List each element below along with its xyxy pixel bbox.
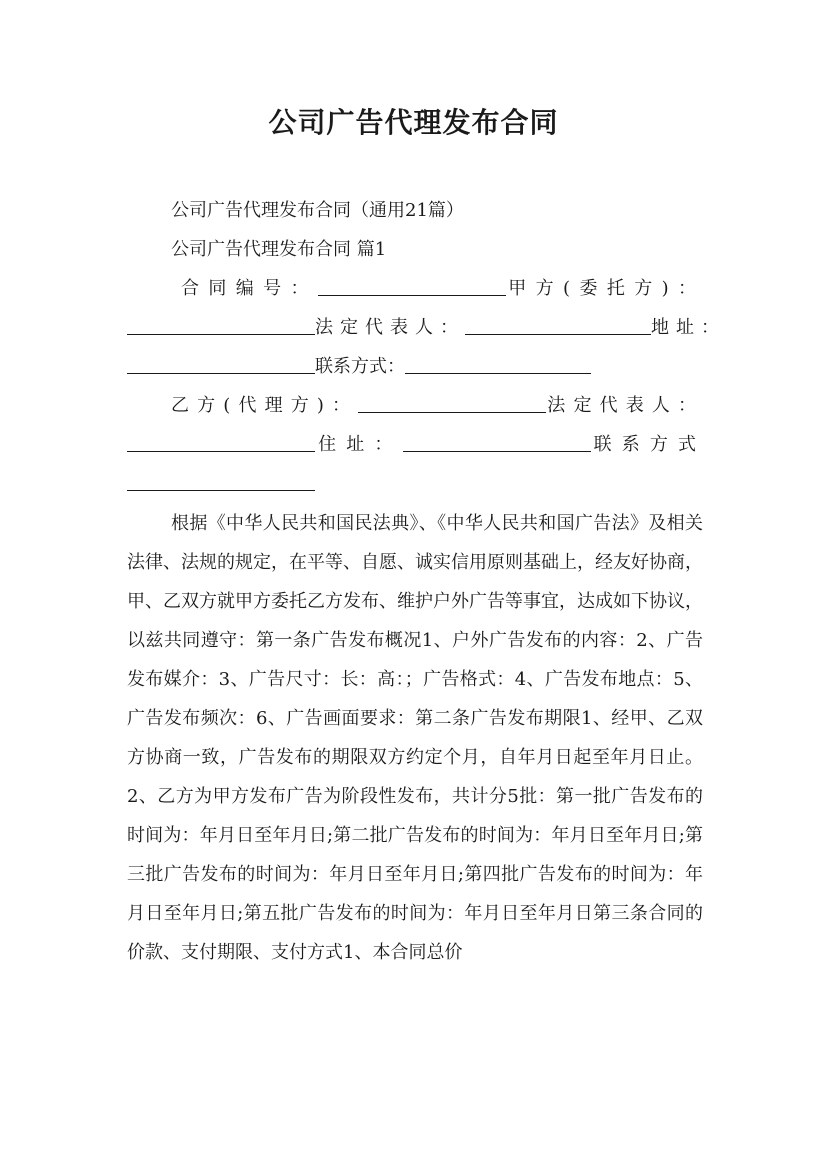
contract-no-blank bbox=[318, 279, 506, 296]
contact-b-blank bbox=[127, 474, 315, 491]
address-label: 地址： bbox=[651, 317, 726, 338]
party-b-label: 乙方(代理方)： bbox=[171, 395, 359, 416]
legal-rep-blank bbox=[465, 318, 651, 335]
legal-rep-b-blank bbox=[127, 435, 315, 452]
document-title: 公司广告代理发布合同 bbox=[268, 106, 559, 139]
fields-line-1 bbox=[127, 269, 703, 308]
body-paragraph bbox=[127, 504, 703, 972]
fields-line-3 bbox=[127, 347, 703, 386]
residence-label: 住址： bbox=[315, 434, 403, 455]
party-a-label: 甲方(委托方)： bbox=[505, 278, 703, 299]
contact-b-label: 联系方式 bbox=[590, 434, 703, 455]
paragraph-text: 根据《中华人民共和国民法典》、《中华人民共和国广告法》及相关法律、法规的规定，在平等、自愿、诚实信用原则基础上，经友好协商，甲、乙双方就甲方委托乙方发布、维护户外广告等事宜，达成如下协议，以兹共同遵守：第一条广告发布概况1、户外广告发布的内容：2、广告发布媒介：3、广告尺寸：长：高：；广告格式：4、广告发布地点：5、广告发布频次：6、广告画面要求：第二条广告发布期限1、经甲、乙双方协商一致，广告发布的期限双方约定个月，自年月日起至年月日止。2、乙方为甲方发布广告为阶段性发布，共计分5批：第一批广告发布的时间为：年月日至年月日;第二批广告发布的时间为：年月日至年月日;第三批广告发布的时间为：年月日至年月日;第四批广告发布的时间为：年月日至年月日;第五批广告发布的时间为：年月日至年月日第三条合同的价款、支付期限、支付方式1、本合同总价 bbox=[127, 513, 703, 963]
contract-no-label: 合同编号： bbox=[181, 278, 318, 299]
residence-blank bbox=[403, 435, 591, 452]
fields-line-6 bbox=[127, 464, 703, 503]
contact-blank bbox=[405, 357, 591, 374]
fields-line-4 bbox=[127, 386, 703, 425]
legal-rep-b-label: 法定代表人： bbox=[546, 395, 704, 416]
subtitle-line: 公司广告代理发布合同（通用21篇） bbox=[171, 200, 464, 221]
section-line: 公司广告代理发布合同 篇1 bbox=[171, 239, 387, 260]
party-b-blank bbox=[358, 396, 546, 413]
legal-rep-label: 法定代表人： bbox=[315, 317, 465, 338]
contact-label: 联系方式： bbox=[315, 356, 405, 377]
party-a-blank bbox=[127, 318, 315, 335]
fields-line-5 bbox=[127, 425, 703, 464]
address-blank bbox=[127, 357, 315, 374]
fields-line-2 bbox=[127, 308, 726, 347]
header-block bbox=[127, 191, 726, 503]
